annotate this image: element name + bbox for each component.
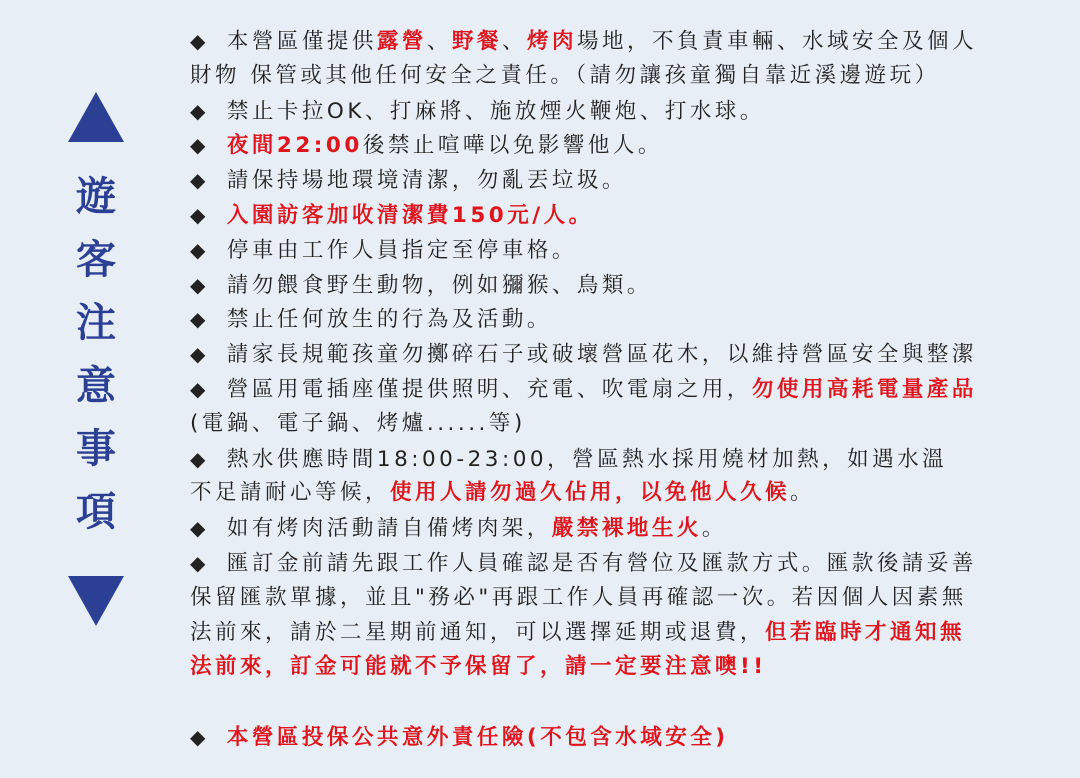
notice-item [190,94,1060,129]
diamond-bullet-icon: ◆ [190,516,209,541]
highlight-text: 烤肉 [526,29,577,54]
notice-text: 請勿餵食野生動物，例如獼猴、鳥類。 [226,272,652,298]
title-char: 意 [76,363,116,409]
notice-item-continuation [190,581,1060,616]
sidebar [60,92,132,626]
notice-item [190,546,1060,581]
notice-item [190,337,1060,372]
notice-text: 。 [701,516,727,542]
diamond-bullet-icon: ◆ [190,550,209,575]
diamond-bullet-icon: ◆ [190,237,209,262]
notice-text: 如有烤肉活動請自備烤肉架， [226,516,552,542]
notice-item [190,302,1060,337]
diamond-bullet-icon: ◆ [190,168,209,193]
highlight-text: 使用人請勿過久佔用，以免他人久候 [390,480,791,506]
diamond-bullet-icon: ◆ [190,446,209,471]
diamond-bullet-icon: ◆ [190,133,209,158]
diamond-bullet-icon: ◆ [190,724,209,749]
notice-item-continuation [190,59,1060,94]
notice-text: 禁止任何放生的行為及活動。 [226,307,552,333]
notice-text: 財物 保管或其他任何安全之責任。（請勿讓孩童獨自靠近溪邊遊玩） [190,62,940,88]
highlight-text: 本營區投保公共意外責任險(不包含水域安全) [226,724,729,750]
notice-text: 請家長規範孩童勿擲碎石子或破壞營區花木，以維持營區安全與整潔 [226,342,977,368]
notice-text: 熱水供應時間18:00-23:00，營區熱水採用燒材加熱，如遇水溫 [226,446,948,472]
diamond-bullet-icon: ◆ [190,29,209,53]
notice-text: 後禁止喧嘩以免影響他人。 [362,133,663,159]
blank-line [190,685,1060,720]
notice-text: (電鍋、電子鍋、烤爐......等) [190,410,526,436]
notice-item [190,511,1060,546]
notice-item-continuation [190,407,1060,442]
diamond-bullet-icon: ◆ [190,307,209,332]
notice-text: 場地，不負責車輛、水域安全及個人 [576,29,977,54]
highlight-text: 但若臨時才通知無 [765,619,966,645]
notice-text: 禁止卡拉OK、打麻將、施放煙火鞭炮、打水球。 [226,98,765,124]
vertical-title [76,170,116,548]
notice-text: 不足請耐心等候， [190,480,391,506]
notice-text: 請保持場地環境清潔，勿亂丟垃圾。 [226,168,627,194]
notice-text: 。 [790,480,816,506]
highlight-text: 野餐 [451,29,502,54]
diamond-bullet-icon: ◆ [190,342,209,367]
triangle-down-icon [68,576,124,626]
notice-text: 停車由工作人員指定至停車格。 [226,237,577,263]
diamond-bullet-icon: ◆ [190,98,209,123]
highlight-text: 勿使用高耗電量產品 [751,376,977,402]
title-char: 事 [76,426,116,472]
notice-item [190,372,1060,407]
highlight-text: 入園訪客加收清潔費150元/人。 [226,202,594,228]
title-char: 遊 [76,174,116,220]
diamond-bullet-icon: ◆ [190,202,209,227]
notice-item [190,720,1060,755]
diamond-bullet-icon: ◆ [190,272,209,297]
notice-item [190,24,1060,59]
highlight-text: 夜間22:00 [226,133,363,159]
notice-text: 營區用電插座僅提供照明、充電、吹電扇之用， [226,376,752,402]
notice-text: 匯訂金前請先跟工作人員確認是否有營位及匯款方式。匯款後請妥善 [226,550,977,576]
title-char: 注 [76,300,116,346]
highlight-text: 嚴禁裸地生火 [551,516,702,542]
diamond-bullet-icon: ◆ [190,376,209,401]
title-char: 項 [76,489,116,535]
notice-text: 本營區僅提供 [226,29,377,54]
notice-item [190,233,1060,268]
notice-item [190,442,1060,477]
notice-list [190,24,1060,755]
notice-text: 、 [426,29,452,54]
notice-item-continuation [190,616,1060,651]
highlight-text: 露營 [376,29,427,54]
notice-text: 保留匯款單據，並且"務必"再跟工作人員再確認一次。若因個人因素無 [190,584,967,610]
notice-item-continuation [190,650,1060,685]
triangle-up-icon [68,92,124,142]
notice-item-continuation [190,476,1060,511]
highlight-text: 法前來，訂金可能就不予保留了，請一定要注意噢!! [190,654,767,680]
notice-item [190,198,1060,233]
notice-text: 、 [501,29,527,54]
notice-item [190,268,1060,303]
notice-item [190,128,1060,163]
notice-text: 法前來，請於二星期前通知，可以選擇延期或退費， [190,619,766,645]
notice-item [190,163,1060,198]
title-char: 客 [76,237,116,283]
